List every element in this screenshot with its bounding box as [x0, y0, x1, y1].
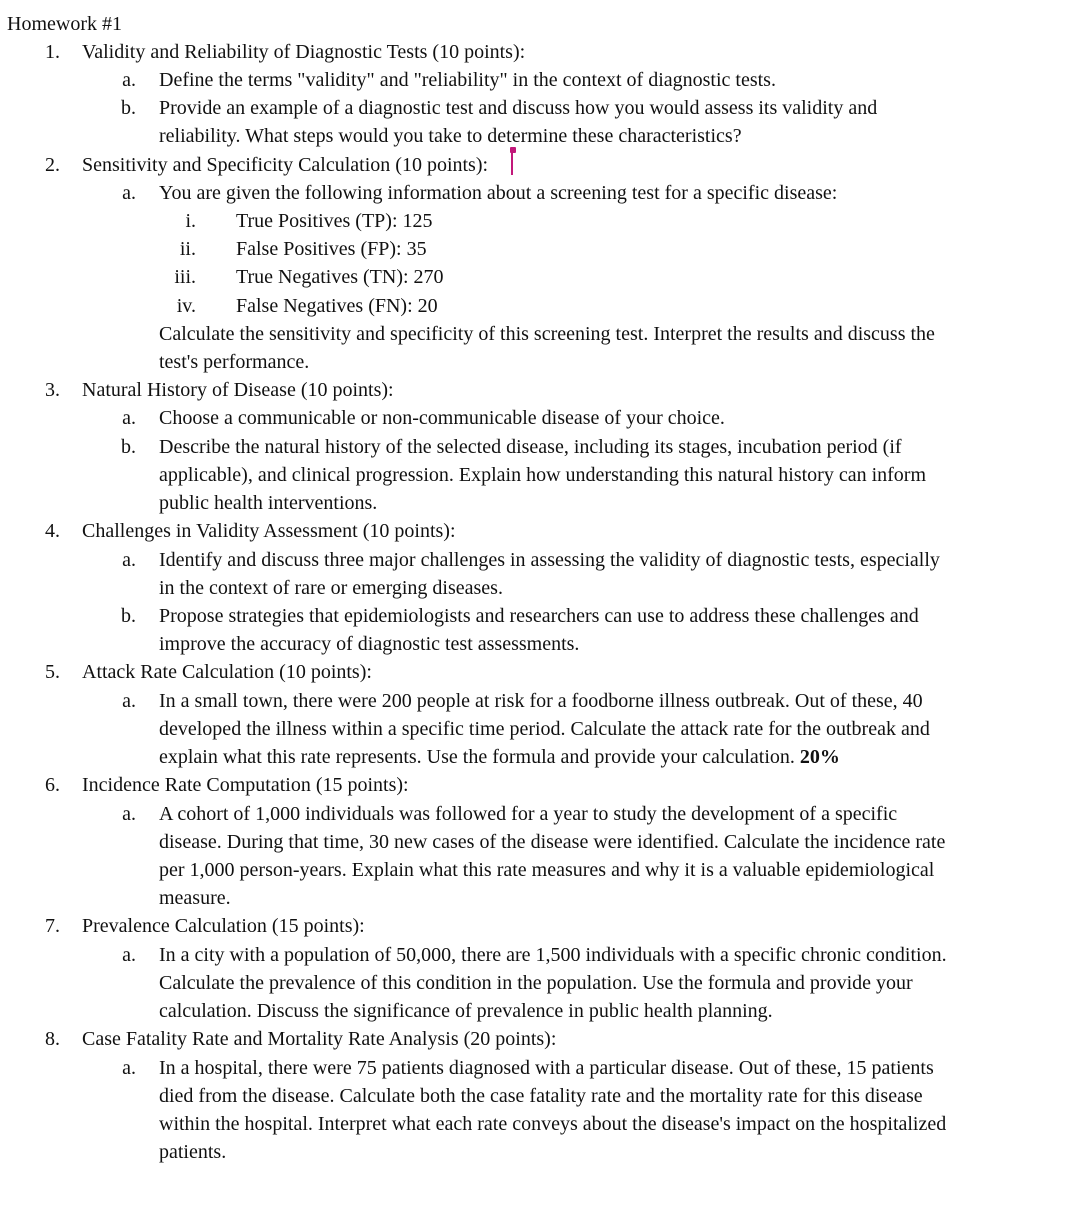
q7-a-line2: Calculate the prevalence of this condition in the population. Use the formula and provide your: [159, 972, 913, 994]
q5-a-label: a.: [122, 690, 136, 712]
q4-a-line1: Identify and discuss three major challenges in assessing the validity of diagnostic tests, especially: [159, 549, 940, 571]
q4-a-label: a.: [122, 549, 136, 571]
q2-item-tp: True Positives (TP): 125: [236, 210, 433, 232]
q4-b-label: b.: [121, 605, 136, 627]
q2-a-label: a.: [122, 182, 136, 204]
q5-answer: 20%: [799, 746, 840, 768]
q2-calc-line1: Calculate the sensitivity and specificity of this screening test. Interpret the results and discuss the: [159, 323, 935, 345]
q3-b-line2: applicable), and clinical progression. Explain how understanding this natural history can inform: [159, 464, 927, 486]
q2-item-label: i.: [185, 210, 196, 232]
q4-b-line2: improve the accuracy of diagnostic test assessments.: [159, 633, 580, 655]
q3-heading: Natural History of Disease (10 points):: [82, 379, 394, 401]
q8-number: 8.: [45, 1028, 60, 1050]
q2-item-label: iv.: [176, 295, 196, 317]
q8-a-line2: died from the disease. Calculate both the case fatality rate and the mortality rate for this disease: [159, 1085, 923, 1107]
q8-a-line4: patients.: [159, 1141, 227, 1163]
q1-b-line1: Provide an example of a diagnostic test and discuss how you would assess its validity and: [159, 97, 878, 119]
q7-heading: Prevalence Calculation (15 points):: [82, 915, 365, 937]
q1-number: 1.: [45, 41, 60, 63]
q2-calc-line2: test's performance.: [159, 351, 310, 373]
q3-number: 3.: [45, 379, 60, 401]
q5-a-line3: explain what this rate represents. Use the formula and provide your calculation.: [159, 746, 795, 768]
q3-a-label: a.: [122, 407, 136, 429]
q4-heading: Challenges in Validity Assessment (10 points):: [82, 520, 456, 542]
q5-heading: Attack Rate Calculation (10 points):: [82, 661, 372, 683]
q6-a-label: a.: [122, 803, 136, 825]
q3-b-line3: public health interventions.: [159, 492, 378, 514]
q1-heading: Validity and Reliability of Diagnostic Tests (10 points):: [82, 41, 526, 63]
q8-a-label: a.: [122, 1057, 136, 1079]
q4-a-line2: in the context of rare or emerging diseases.: [159, 577, 503, 599]
q6-heading: Incidence Rate Computation (15 points):: [82, 774, 409, 796]
q5-a-line1: In a small town, there were 200 people at risk for a foodborne illness outbreak. Out of these, 40: [159, 690, 923, 712]
q6-a-line1: A cohort of 1,000 individuals was followed for a year to study the development of a specific: [159, 803, 898, 825]
q6-number: 6.: [45, 774, 60, 796]
q2-item-fp: False Positives (FP): 35: [236, 238, 427, 260]
q1-b-line2: reliability. What steps would you take to determine these characteristics?: [159, 125, 742, 147]
q7-a-line1: In a city with a population of 50,000, there are 1,500 individuals with a specific chronic condition.: [159, 944, 947, 966]
q3-a-text: Choose a communicable or non-communicable disease of your choice.: [159, 407, 725, 429]
q2-a-text: You are given the following information about a screening test for a specific disease:: [159, 182, 838, 204]
q8-a-line3: within the hospital. Interpret what each rate conveys about the disease's impact on the hospitalized: [159, 1113, 947, 1135]
q1-b-label: b.: [121, 97, 136, 119]
q5-a-line2: developed the illness within a specific time period. Calculate the attack rate for the outbreak and: [159, 718, 930, 740]
q5-number: 5.: [45, 661, 60, 683]
q5-a-line3-wrap: [159, 743, 840, 771]
q7-a-label: a.: [122, 944, 136, 966]
q2-heading: Sensitivity and Specificity Calculation (10 points):: [82, 154, 489, 176]
q6-a-line2: disease. During that time, 30 new cases of the disease were identified. Calculate the incidence rate: [159, 831, 946, 853]
q2-item-label: iii.: [174, 266, 196, 288]
q1-a-text: Define the terms "validity" and "reliability" in the context of diagnostic tests.: [159, 69, 776, 91]
q6-a-line3: per 1,000 person-years. Explain what this rate measures and why it is a valuable epidemiological: [159, 859, 935, 881]
q8-heading: Case Fatality Rate and Mortality Rate Analysis (20 points):: [82, 1028, 557, 1050]
q3-b-line1: Describe the natural history of the selected disease, including its stages, incubation period (if: [159, 436, 902, 458]
q3-b-label: b.: [121, 436, 136, 458]
q2-number: 2.: [45, 154, 60, 176]
q8-a-line1: In a hospital, there were 75 patients diagnosed with a particular disease. Out of these, 15 patients: [159, 1057, 934, 1079]
q7-a-line3: calculation. Discuss the significance of prevalence in public health planning.: [159, 1000, 773, 1022]
q4-b-line1: Propose strategies that epidemiologists and researchers can use to address these challenges and: [159, 605, 919, 627]
document-title: Homework #1: [7, 13, 122, 35]
q6-a-line4: measure.: [159, 887, 231, 909]
text-cursor-marker: [511, 149, 513, 175]
q7-number: 7.: [45, 915, 60, 937]
q2-item-label: ii.: [179, 238, 196, 260]
q4-number: 4.: [45, 520, 60, 542]
q2-item-tn: True Negatives (TN): 270: [236, 266, 444, 288]
q2-item-fn: False Negatives (FN): 20: [236, 295, 438, 317]
q1-a-label: a.: [122, 69, 136, 91]
